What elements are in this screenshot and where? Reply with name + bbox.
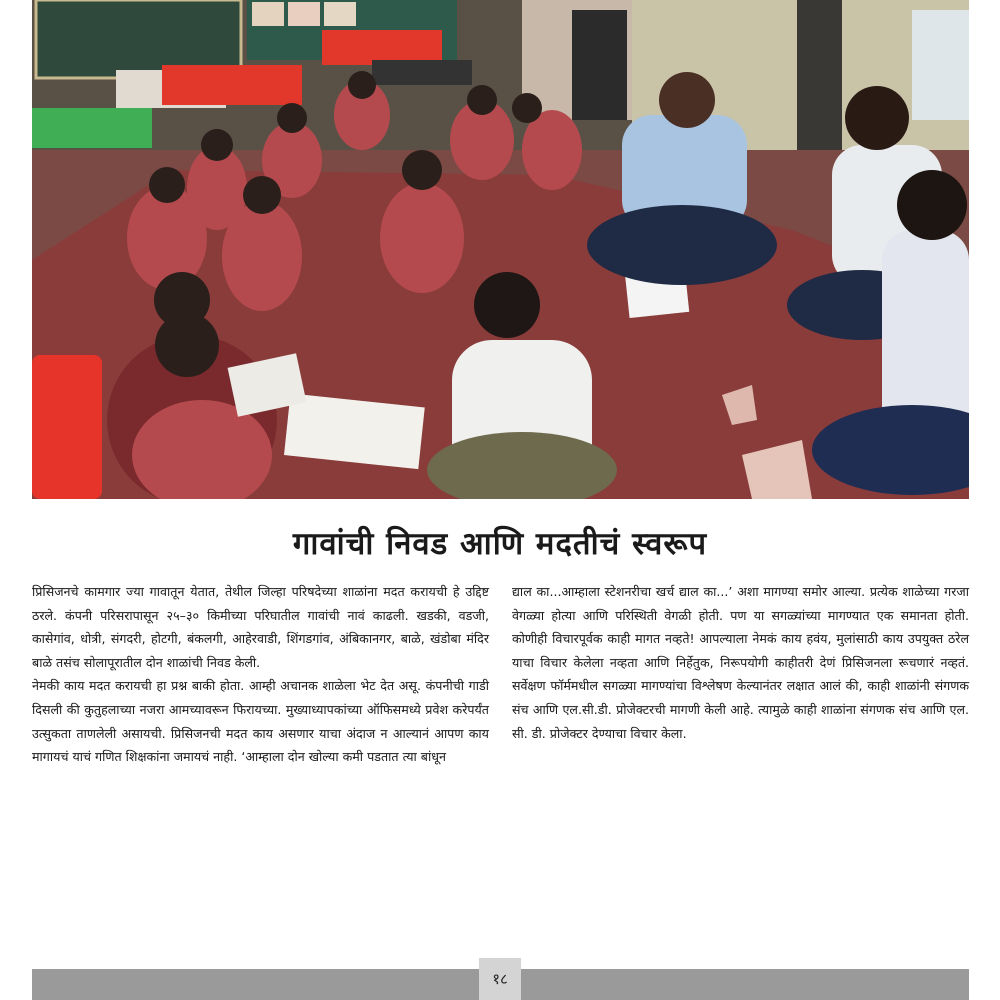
paragraph: द्याल का...आम्हाला स्टेशनरीचा खर्च द्याल का...’ अशा मागण्या समोर आल्या. प्रत्येक शाळेच्या गरजा वेगळ्या होत्या आणि परिस्थिती वेगळी होती. पण या सगळ्यांच्या मागण्यात एक समानता होती. कोणीही विचारपूर्वक काही मागत नव्हते! आपल्याला नेमकं काय हवंय, मुलांसाठी काय उपयुक्त ठरेल याचा विचार केलेला नव्हता आणि निर्हेतुक, निरूपयोगी काहीतरी देणं प्रिसिजनला रूचणारं नव्हतं. सर्वेक्षण फॉर्ममधील सगळ्या मागण्यांचा विश्लेषण केल्यानंतर लक्षात आलं की, काही शाळांनी संगणक संच आणि एल.सी.डी. प्रोजेक्टरची मागणी केली आहे. त्यामुळे काही शाळांना संगणक संच आणि एल. सी. डी. प्रोजेक्टर देण्याचा विचार केला.	[512, 584, 969, 741]
section-heading: गावांची निवड आणि मदतीचं स्वरूप	[292, 526, 708, 562]
article-column-left	[32, 580, 489, 769]
page-number: १८	[479, 958, 521, 1000]
classroom-photo	[32, 0, 969, 499]
classroom-photo-illustration	[32, 0, 969, 499]
paragraph: नेमकी काय मदत करायची हा प्रश्न बाकी होता. आम्ही अचानक शाळेला भेट देत असू. कंपनीची गाडी दिसली की कुतुहलाच्या नजरा आमच्यावरून फिरायच्या. मुख्याध्यापकांच्या ऑफिसमध्ये प्रवेश करेपर्यंत उत्सुकता ताणलेली असायची. प्रिसिजनची मदत काय असणार याचा अंदाज न आल्यानं आपण काय मागायचं याचं गणित शिक्षकांना जमायचं नाही. ‘आम्हाला दोन खोल्या कमी पडतात त्या बांधून	[32, 678, 489, 765]
article-column-right	[512, 580, 969, 745]
paragraph: प्रिसिजनचे कामगार ज्या गावातून येतात, तेथील जिल्हा परिषदेच्या शाळांना मदत करायची हे उद्दिष्ट ठरले. कंपनी परिसरापासून २५–३० किमीच्या परिघातील गावांची नावं काढली. खडकी, वडजी, कासेगांव, धोत्री, संगदरी, होटगी, बंकलगी, आहेरवाडी, शिंगडगांव, अंबिकानगर, बाळे, खंडोबा मंदिर बाळे तसंच सोलापूरातील दोन शाळांची निवड केली.	[32, 584, 489, 670]
